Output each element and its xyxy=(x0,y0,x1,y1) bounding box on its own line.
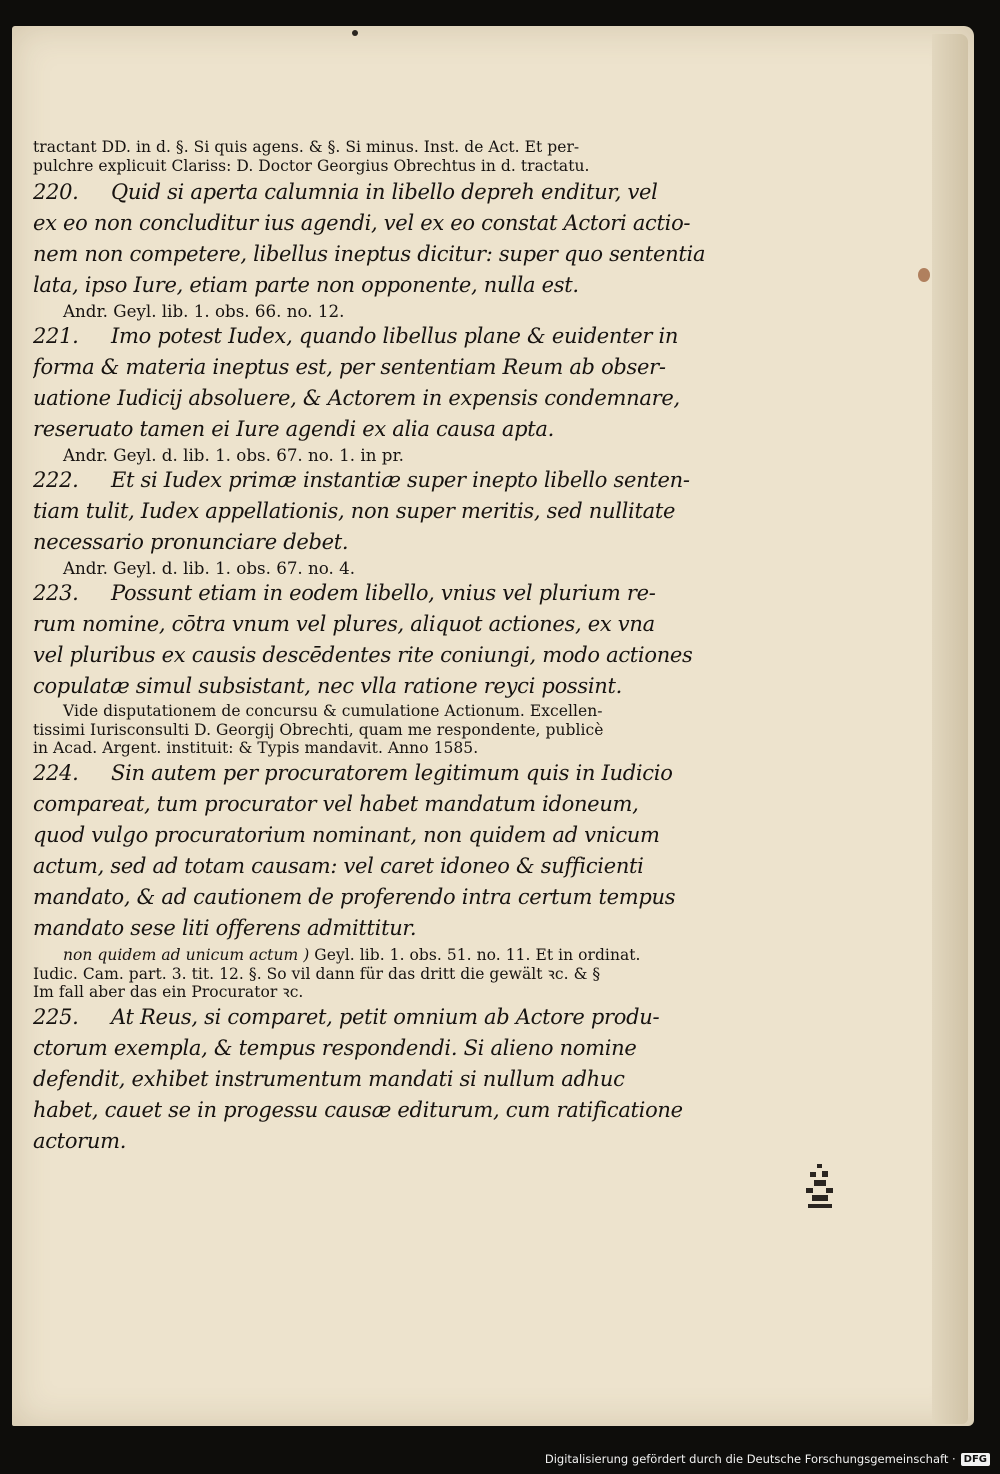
citation-text: Geyl. lib. 1. obs. 51. no. 11. Et in ordinat. xyxy=(309,946,641,965)
text-line: nem non competere, libellus ineptus dicitur: super quo sententia xyxy=(33,242,706,267)
text-line: necessario pronunciare debet. xyxy=(33,530,349,555)
citation: Vide disputationem de concursu & cumulatione Actionum. Excellen- xyxy=(63,702,603,721)
citation xyxy=(33,946,708,965)
paragraph-225 xyxy=(33,1002,708,1033)
paragraph-number: 224. xyxy=(33,761,79,786)
text-line: forma & materia ineptus est, per sententiam Reum ab obser- xyxy=(33,355,666,380)
paragraph-number: 220. xyxy=(33,180,79,205)
text-line: Quid si aperta calumnia in libello depreh enditur, vel xyxy=(111,180,658,205)
paragraph-number: 222. xyxy=(33,468,79,493)
paragraph-number: 223. xyxy=(33,581,79,606)
text-line: rum nomine, cōtra vnum vel plures, aliquot actiones, ex vna xyxy=(33,612,655,637)
text-line: defendit, exhibet instrumentum mandati si nullum adhuc xyxy=(33,1066,625,1091)
text-line: mandato, & ad cautionem de proferendo intra certum tempus xyxy=(33,885,676,910)
ink-stain xyxy=(918,268,930,282)
dfg-logo: DFG xyxy=(961,1453,990,1466)
citation: in Acad. Argent. instituit: & Typis mandavit. Anno 1585. xyxy=(33,739,479,758)
citation: tissimi Iurisconsulti D. Georgij Obrechti, quam me respondente, publicè xyxy=(33,720,604,739)
paragraph-224 xyxy=(33,758,708,789)
page-text xyxy=(33,138,708,1157)
ornament-stamp xyxy=(800,1160,840,1216)
text-line: ex eo non concluditur ius agendi, vel ex eo constat Actori actio- xyxy=(33,211,691,236)
citation: Im fall aber das ein Procurator ꝛc. xyxy=(33,983,304,1002)
text-line: vel pluribus ex causis descēdentes rite coniungi, modo actiones xyxy=(33,643,693,668)
text-line: quod vulgo procuratorium nominant, non quidem ad vnicum xyxy=(33,823,660,848)
text-line: Possunt etiam in eodem libello, vnius vel plurium re- xyxy=(111,581,656,606)
citation: Andr. Geyl. d. lib. 1. obs. 67. no. 1. in pr. xyxy=(63,445,404,466)
page-edge-fold xyxy=(932,34,968,1424)
paragraph-221 xyxy=(33,321,708,352)
paragraph-number: 221. xyxy=(33,324,79,349)
text-line: Sin autem per procuratorem legitimum quis in Iudicio xyxy=(111,761,673,786)
text-line: reseruato tamen ei Iure agendi ex alia causa apta. xyxy=(33,417,555,442)
text-line: At Reus, si comparet, petit omnium ab Actore produ- xyxy=(111,1004,660,1029)
footer xyxy=(545,1452,990,1466)
footer-text: Digitalisierung gefördert durch die Deutsche Forschungsgemeinschaft · xyxy=(544,1452,956,1466)
text-line: ctorum exempla, & tempus respondendi. Si alieno nomine xyxy=(33,1035,637,1060)
citation: Andr. Geyl. lib. 1. obs. 66. no. 12. xyxy=(63,301,345,322)
citation-lemma: non quidem ad unicum actum ) xyxy=(63,946,310,965)
citation: Andr. Geyl. d. lib. 1. obs. 67. no. 4. xyxy=(63,558,356,579)
text-line: Et si Iudex primæ instantiæ super inepto libello senten- xyxy=(111,468,690,493)
text-line: compareat, tum procurator vel habet mandatum idoneum, xyxy=(33,792,639,817)
text-line: actorum. xyxy=(33,1128,127,1153)
paragraph-number: 225. xyxy=(33,1004,79,1029)
text-line: habet, cauet se in progessu causæ editurum, cum ratificatione xyxy=(33,1097,683,1122)
text-line: copulatæ simul subsistant, nec vlla ratione reyci possint. xyxy=(33,674,623,699)
text-line: Imo potest Iudex, quando libellus plane & euidenter in xyxy=(111,324,679,349)
text-line: uatione Iudicij absoluere, & Actorem in expensis condemnare, xyxy=(33,386,680,411)
text-line: tiam tulit, Iudex appellationis, non super meritis, sed nullitate xyxy=(33,499,676,524)
paragraph-223 xyxy=(33,578,708,609)
text-line: pulchre explicuit Clariss: D. Doctor Georgius Obrechtus in d. tractatu. xyxy=(33,156,590,175)
text-line: actum, sed ad totam causam: vel caret idoneo & sufficienti xyxy=(33,854,644,879)
page-mark xyxy=(352,30,358,36)
text-line: tractant DD. in d. §. Si quis agens. & §. Si minus. Inst. de Act. Et per- xyxy=(33,138,580,156)
text-line: lata, ipso Iure, etiam parte non opponente, nulla est. xyxy=(33,273,579,298)
citation: Iudic. Cam. part. 3. tit. 12. §. So vil dann für das dritt die gewält ꝛc. & § xyxy=(33,964,601,983)
text-line: mandato sese liti offerens admittitur. xyxy=(33,916,417,941)
paragraph-220 xyxy=(33,177,708,208)
paragraph-222 xyxy=(33,465,708,496)
